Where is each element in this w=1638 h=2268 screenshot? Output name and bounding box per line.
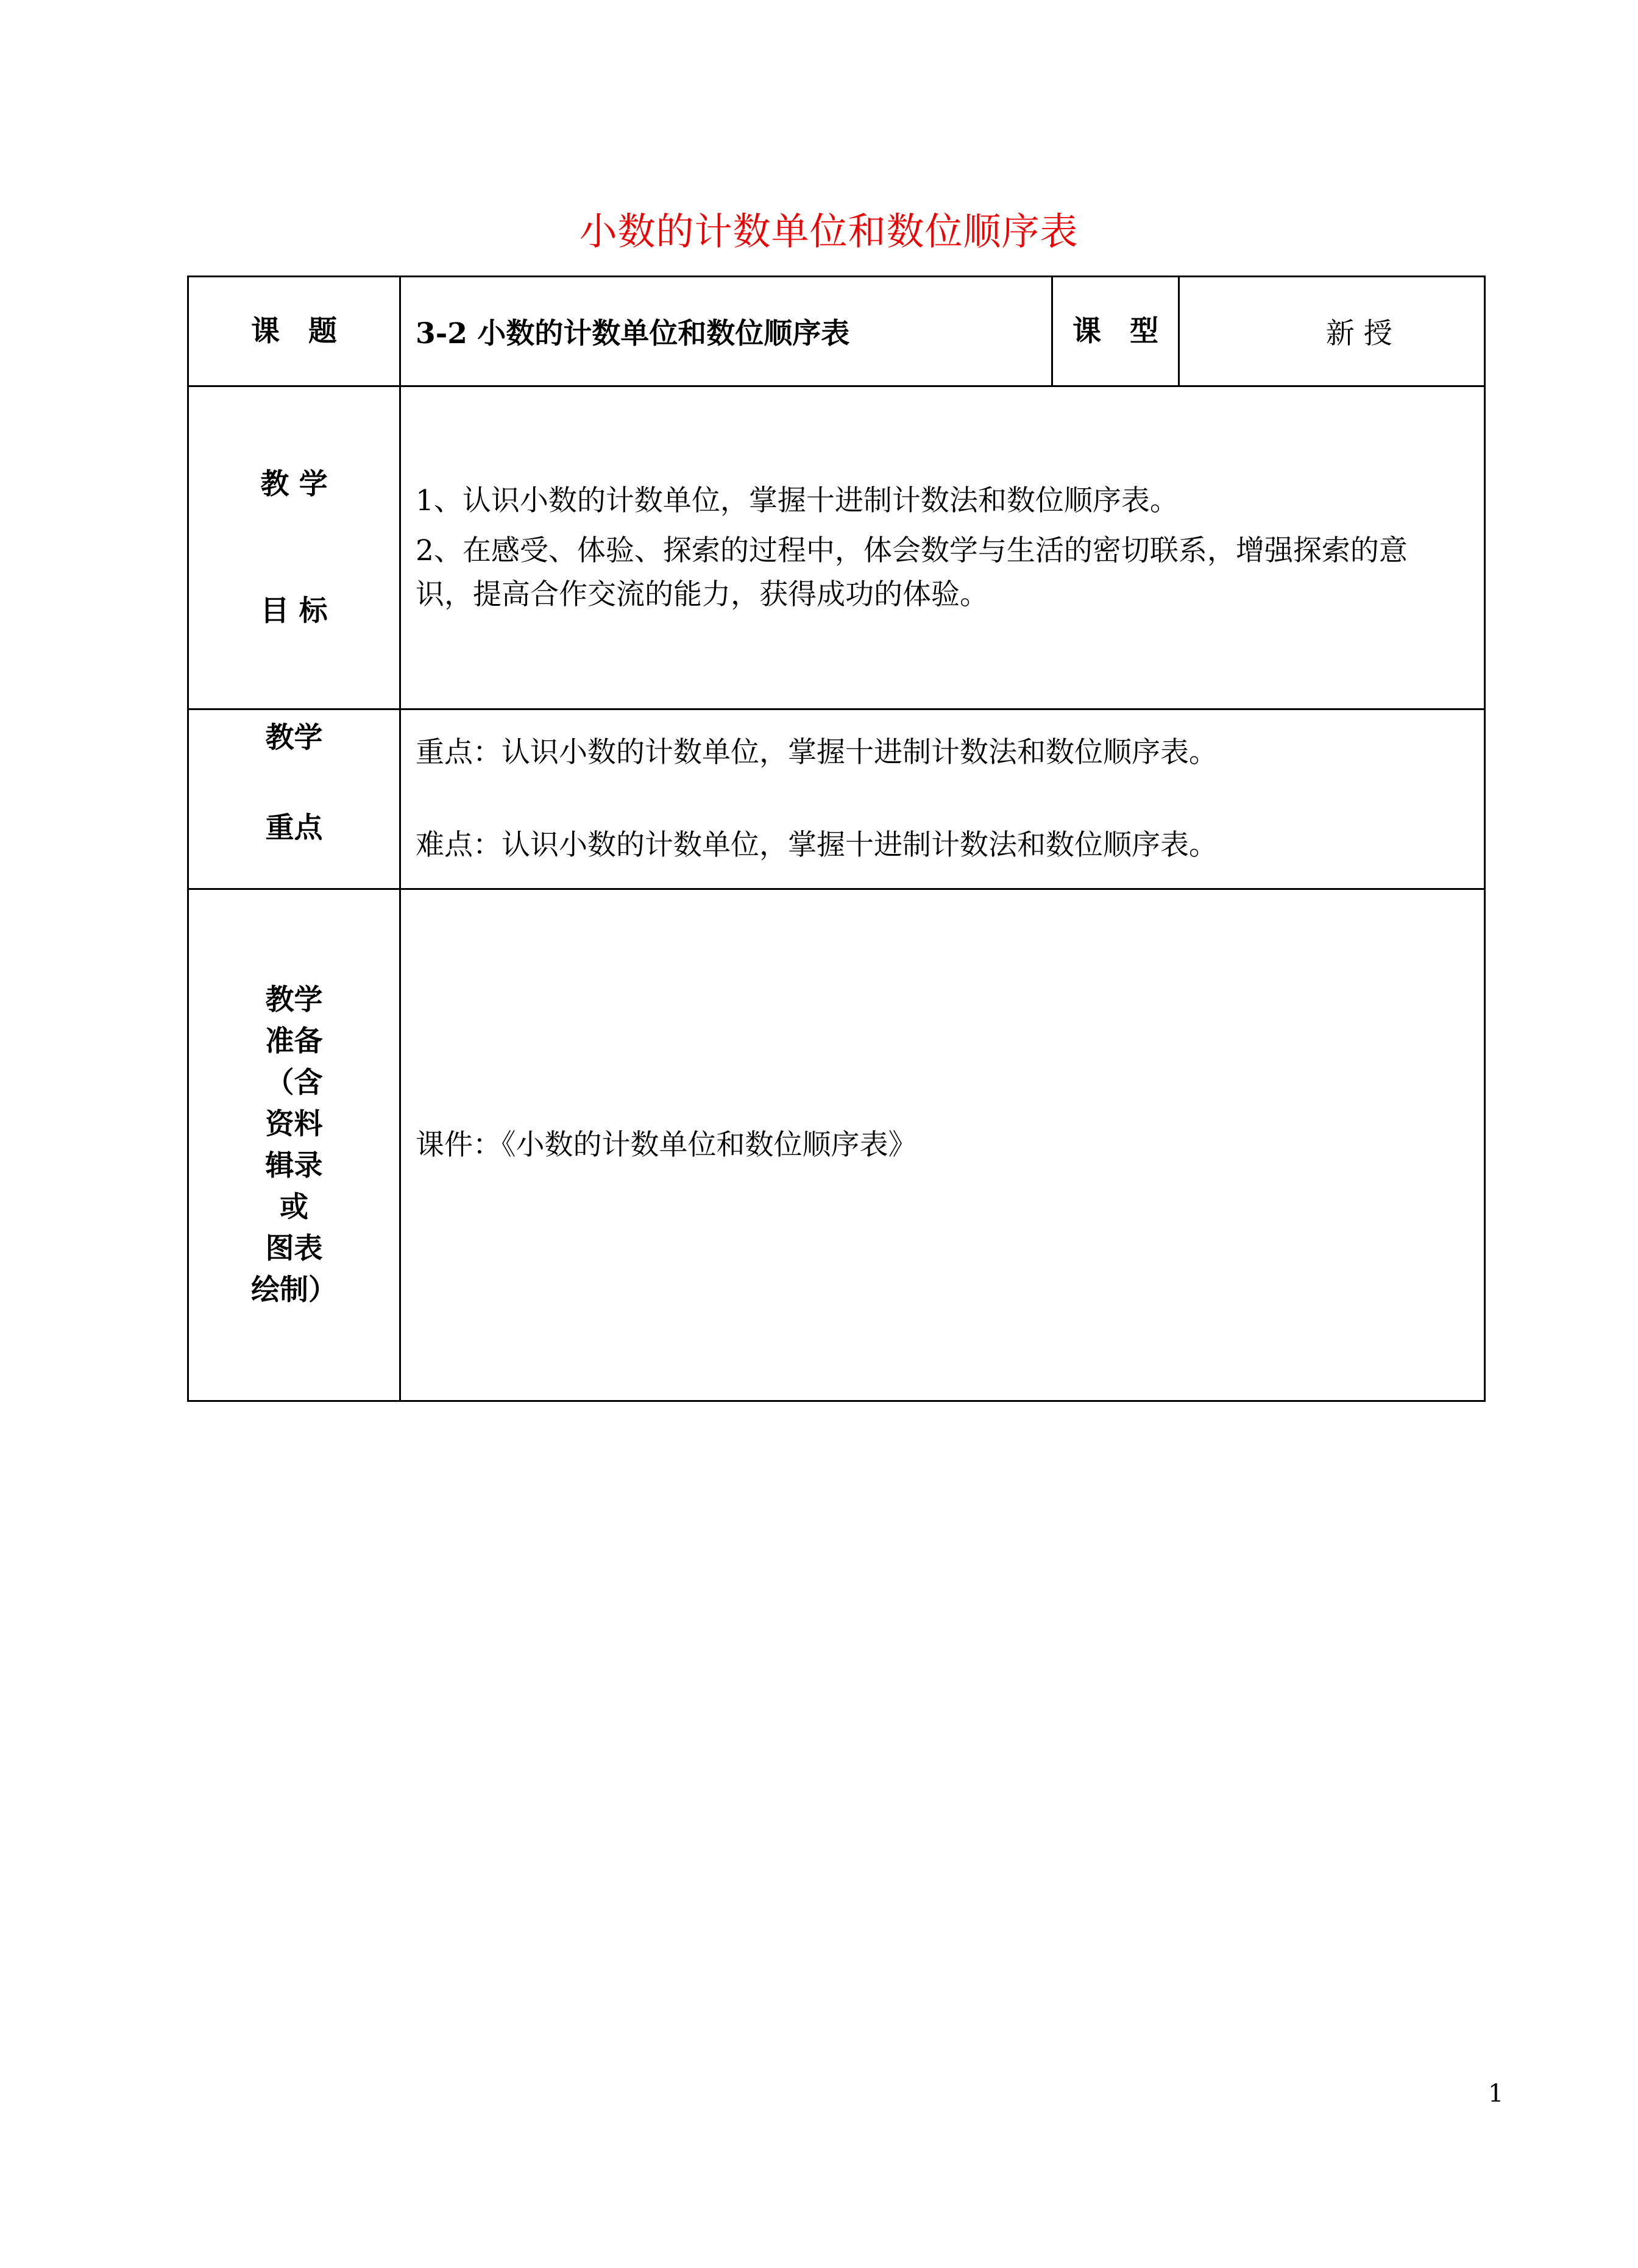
goals-content-cell <box>400 386 1485 709</box>
prep-label-line-5: 辑录 <box>265 1148 323 1182</box>
prep-label-line-4: 资料 <box>265 1107 323 1141</box>
lesson-plan-table <box>187 276 1486 1402</box>
prep-label-line-7: 图表 <box>265 1231 323 1265</box>
goals-label-line2: 目 标 <box>260 594 328 628</box>
type-label: 课 型 <box>1072 314 1158 348</box>
topic-label: 课 题 <box>251 314 337 348</box>
preparation-label-cell <box>188 889 400 1401</box>
keypoints-label-cell <box>188 709 400 889</box>
preparation-content-cell <box>400 889 1485 1401</box>
keypoints-label-line1: 教学 <box>265 721 323 755</box>
prep-label-line-3: （含 <box>265 1065 323 1100</box>
goal-item-1: 1、认识小数的计数单位，掌握十进制计数法和数位顺序表。 <box>416 483 1179 517</box>
prep-label-line-1: 教学 <box>265 983 323 1017</box>
topic-label-cell <box>188 277 400 386</box>
keypoints-label-line2: 重点 <box>265 811 323 845</box>
type-value-cell <box>1179 277 1485 386</box>
prep-label-line-2: 准备 <box>265 1024 323 1058</box>
page-title: 小数的计数单位和数位顺序表 <box>579 209 1079 254</box>
topic-value-cell <box>400 277 1052 386</box>
type-label-cell <box>1052 277 1179 386</box>
keypoints-row <box>188 709 1485 889</box>
keypoints-content-cell <box>400 709 1485 889</box>
topic-row <box>188 277 1485 386</box>
goals-row <box>188 386 1485 709</box>
goal-item-2: 2、在感受、体验、探索的过程中，体会数学与生活的密切联系，增强探索的意识，提高合作交流的能力，获得成功的体验。 <box>416 533 1408 611</box>
goals-label-cell <box>188 386 400 709</box>
prep-label-line-6: 或 <box>280 1190 308 1224</box>
preparation-text: 课件：《小数的计数单位和数位顺序表》 <box>416 1128 917 1162</box>
page-number: 1 <box>1488 2080 1504 2108</box>
topic-value: 3-2 小数的计数单位和数位顺序表 <box>416 317 850 350</box>
prep-label-line-8: 绘制） <box>251 1273 337 1307</box>
preparation-row <box>188 889 1485 1401</box>
type-value: 新 授 <box>1325 317 1392 350</box>
goals-label-line1: 教 学 <box>260 467 328 501</box>
difficulty-text: 难点：认识小数的计数单位，掌握十进制计数法和数位顺序表。 <box>416 828 1218 862</box>
focus-text: 重点：认识小数的计数单位，掌握十进制计数法和数位顺序表。 <box>416 736 1218 769</box>
